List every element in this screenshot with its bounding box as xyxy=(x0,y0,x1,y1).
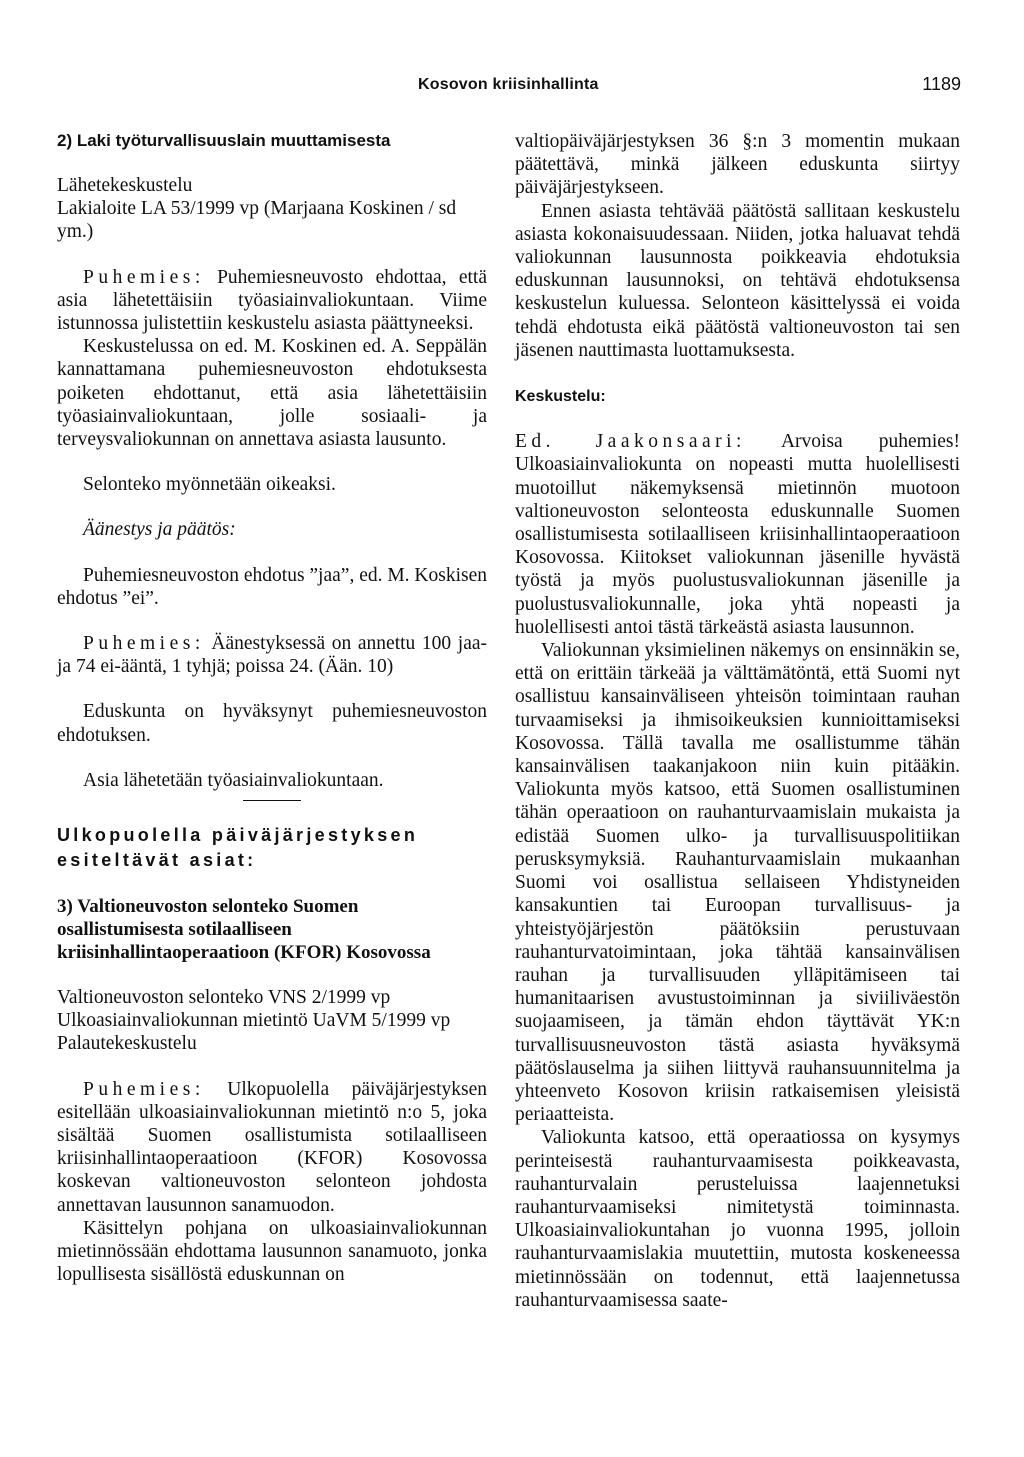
debate-type-feedback: Palautekeskustelu xyxy=(57,1033,197,1055)
debate-type: Lähetekeskustelu xyxy=(57,175,193,196)
procedure-paragraph: Ennen asiasta tehtävää päätöstä sallitaan keskustelu asiasta kokonaisuudessaan. Niiden, jotka haluavat tehdä valiokunnan lausunnosta poikkeavia ehdotuksia eduskunnan lausunnoksi, on tehtävä ehdotuksensa keskustelun kuluessa. Selonteon käsittelyssä ei voida tehdä ehdotusta eikä päätöstä valtioneuvoston tai sen jäsenen nauttimasta luottamuksesta. xyxy=(515,200,960,361)
debate-label: Keskustelu: xyxy=(515,388,606,406)
referred-paragraph: Asia lähetetään työasiainvaliokuntaan. xyxy=(83,769,384,791)
section-title: Ulkopuolella päiväjärjestyksen esiteltävät asiat: xyxy=(57,825,419,871)
chair-intro-text: Ulkopuolella päiväjärjestyksen esitellään ulkoasiainvaliokunnan mietintö n:o 5, joka sisältää Suomen osallistumista sotilaalliseen kriisinhallintaoperaatioon (KFOR) Kosovossa koskevan valtioneuvoston selonteon johdosta annettavan lausunnon sanamuodon. xyxy=(57,1078,487,1216)
chair-proposal-text: Puhemiesneuvosto ehdottaa, että asia lähetettäisiin työasiainvaliokuntaan. Viime istunnossa julistettiin keskustelu asiasta päättyneeksi. xyxy=(57,266,487,335)
vote-result-text: Äänestyksessä on annettu 100 jaa- ja 74 ei-ääntä, 1 tyhjä; poissa 24. (Ään. 10) xyxy=(57,633,488,678)
debate-label-line xyxy=(515,384,960,408)
section-2-heading: 2) Laki työturvallisuuslain muuttamisesta xyxy=(57,131,391,150)
basis-paragraph: Käsittelyn pohjana on ulkoasiainvaliokunnan mietinnössään ehdottama lausunnon sanamuoto, jonka lopullisesta sisällöstä eduskunnan on xyxy=(57,1217,487,1286)
separator-rule xyxy=(243,800,301,801)
vote-result-paragraph xyxy=(57,632,487,678)
vote-heading: Äänestys ja päätös: xyxy=(83,519,236,541)
continuation-paragraph: valtiopäiväjärjestyksen 36 §:n 3 momentin mukaan päätettävä, minkä jälkeen eduskunta siirtyy päiväjärjestykseen. xyxy=(515,131,960,199)
left-column xyxy=(57,130,487,1287)
page-number: 1189 xyxy=(922,74,961,94)
committee-report-reference: Ulkoasiainvaliokunnan mietintö UaVM 5/1999 vp xyxy=(57,1010,451,1032)
running-title: Kosovon kriisinhallinta xyxy=(418,76,599,93)
approved-paragraph: Selonteko myönnetään oikeaksi. xyxy=(83,474,336,496)
vote-options-paragraph: Puhemiesneuvoston ehdotus ”jaa”, ed. M. Koskisen ehdotus ”ei”. xyxy=(57,564,488,609)
report-reference: Valtioneuvoston selonteko VNS 2/1999 vp xyxy=(57,987,391,1009)
speaker-name: Ed. Jaakonsaari: xyxy=(515,431,746,453)
right-column xyxy=(515,130,960,1312)
speaker-label: Puhemies: xyxy=(83,1078,205,1100)
section-3-heading: 3) Valtioneuvoston selonteko Suomen osallistumisesta sotilaalliseen kriisinhallintaoperaatioon (KFOR) Kosovossa xyxy=(57,896,431,964)
speech-paragraph-1 xyxy=(515,430,960,639)
chair-intro-paragraph xyxy=(57,1078,487,1217)
running-header xyxy=(0,72,1024,102)
speaker-label: Puhemies: xyxy=(83,266,205,288)
speech-paragraph-2: Valiokunnan yksimielinen näkemys on ensinnäkin se, että on erittäin tärkeää ja välttämätöntä, että Suomi nyt osallistuu kansainväliseen yhteisön toimintaan rauhan turvaamiseksi ja ihmisoikeuksien kunnioittamiseksi Kosovossa. Tällä tavalla me osallistumme tähän kansainvälisen taakanjakoon niin kuin pitääkin. Valiokunta myös katsoo, että Suomen osallistuminen tähän operaatioon on rauhanturvaamislain mukaista ja edistää Suomen ulko- ja turvallisuuspolitiikan perusksymyksiä. Rauhanturvaamislain mukaanhan Suomi voi osallistua sellaiseen Yhdistyneiden kansakuntien tai Euroopan turvallisuus- ja yhteistyöjärjestön päätöksiin perustuvaan rauhanturvatoimintaan, joka tähtää kansainvälisen rauhan ja turvallisuuden ylläpitämiseen tai humanitaarisen avustustoiminnan ja siviiliväestön suojaamiseen, ja tämän ehdon täyttävät YK:n turvallisuusneuvoston tästä asiasta hyväksymä päätöslauselma ja siihen liittyvä rauhansuunnitelma ja yhteenveto Kosovon kriisin ratkaisemisen yleisistä periaatteista. xyxy=(515,640,960,1126)
speech-text-1: Arvoisa puhemies! Ulkoasiainvaliokunta on nopeasti mutta huolellisesti muotoillut näkemyksensä mietinnön muotoon valtioneuvoston selonteosta eduskunnalle Suomen osallistumisesta sotilaalliseen kriisinhallintaoperaatioon Kosovossa. Kiitokset valiokunnan jäsenille hyvästä työstä ja myös puolustusvaliokunnan jäsenille ja puolustusvaliokunnalle, joka yhtä nopeasti ja huolellisesti antoi tästä tärkeästä asiasta lausunnon. xyxy=(515,431,960,638)
speaker-label: Puhemies: xyxy=(83,633,205,655)
debate-paragraph: Keskustelussa on ed. M. Koskinen ed. A. Seppälän kannattamana puhemiesneuvoston ehdotuksesta poiketen ehdottanut, että asia lähetettäisiin työasiainvaliokuntaan, jolle sosiaali- ja terveysvaliokunnan on annettava asiasta lausunto. xyxy=(57,336,487,451)
bill-reference: Lakialoite LA 53/1999 vp (Marjaana Koskinen / sd ym.) xyxy=(57,198,457,243)
speech-paragraph-3: Valiokunta katsoo, että operaatiossa on kysymys perinteisestä rauhanturvaamisesta poikkeavasta, rauhanturvalain perusteluissa laajennetuksi rauhanturvaamiseksi nimitetystä toiminnasta. Ulkoasiainvaliokuntahan jo vuonna 1995, jolloin rauhanturvaamislakia muutettiin, mutosta koskeneessa mietinnössään on todennut, että laajennetussa rauhanturvaamisessa saate- xyxy=(515,1127,960,1311)
chair-proposal-paragraph xyxy=(57,266,487,336)
accepted-paragraph: Eduskunta on hyväksynyt puhemiesneuvoston ehdotuksen. xyxy=(57,701,487,746)
